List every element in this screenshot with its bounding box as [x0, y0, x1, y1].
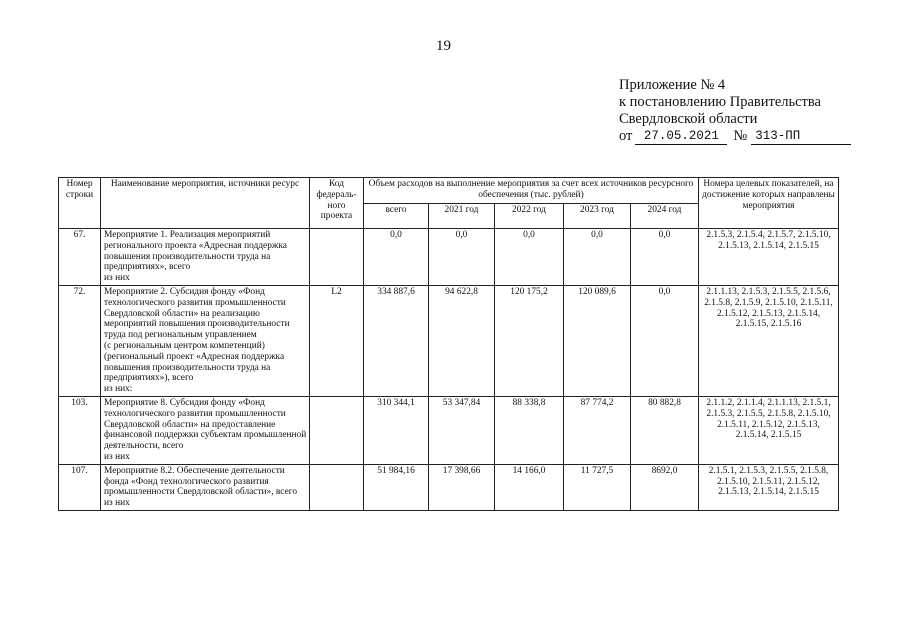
cell-2021-text: 0,0: [455, 230, 468, 240]
cell-2021-text: 94 622,8: [445, 286, 478, 297]
cell-code: [310, 464, 364, 510]
cell-row-number-text: 107.: [71, 465, 88, 476]
cell-2023: [564, 229, 631, 286]
cell-name-text: Мероприятие 1. Реализация мероприятий регионального проекта «Адресная поддержка повышения производительности труда на предприятиях», всего из них: [104, 230, 287, 284]
cell-targets: [699, 229, 839, 286]
cell-total: [364, 396, 429, 464]
cell-total-text: 334 887,6: [377, 286, 415, 297]
cell-2024: [631, 396, 699, 464]
cell-2021: [429, 285, 495, 396]
cell-total-text: 0,0: [390, 230, 402, 240]
cell-targets: [699, 285, 839, 396]
cell-2023-text: 120 089,6: [578, 286, 616, 297]
header-expenses: Объем расходов на выполнение мероприятия за счет всех источников ресурсного обеспечения (тыс. рублей): [364, 178, 699, 204]
cell-targets-text: 2.1.1.2, 2.1.1.4, 2.1.1.13, 2.1.5.1, 2.1.5.3, 2.1.5.5, 2.1.5.8, 2.1.5.10, 2.1.5.11, 2.1.5.12, 2.1.5.13, 2.1.5.14, 2.1.5.15: [706, 397, 831, 441]
handwritten-date: 27.05.2021: [635, 129, 727, 145]
cell-total: [364, 229, 429, 286]
cell-name: [101, 229, 310, 286]
cell-targets-text: 2.1.5.3, 2.1.5.4, 2.1.5.7, 2.1.5.10, 2.1.5.13, 2.1.5.14, 2.1.5.15: [706, 230, 831, 251]
cell-2022-text: 88 338,8: [512, 397, 546, 408]
header-row-number: Номер строки: [59, 178, 101, 229]
cell-2022: [495, 464, 564, 510]
cell-targets: [699, 464, 839, 510]
appendix-date-line: [619, 128, 851, 145]
table-row: [59, 229, 839, 286]
cell-2024-text: 0,0: [658, 286, 671, 297]
header-2022: 2022 год: [495, 204, 564, 229]
cell-name: [101, 464, 310, 510]
cell-2022-text: 14 166,0: [512, 465, 546, 476]
cell-code-text: L2: [331, 286, 342, 297]
cell-2024-text: 8692,0: [651, 465, 678, 476]
cell-2023: [564, 285, 631, 396]
cell-row-number: [59, 464, 101, 510]
cell-2022-text: 0,0: [523, 230, 535, 240]
appendix-block: [619, 77, 851, 145]
cell-name: [101, 285, 310, 396]
cell-targets-text: 2.1.5.1, 2.1.5.3, 2.1.5.5, 2.1.5.8, 2.1.5.10, 2.1.5.11, 2.1.5.12, 2.1.5.13, 2.1.5.14, 2.1.5.15: [708, 465, 829, 498]
cell-row-number: [59, 229, 101, 286]
table-row: [59, 285, 839, 396]
cell-2024-text: 80 882,8: [648, 397, 681, 408]
cell-total-text: 310 344,1: [377, 397, 415, 408]
cell-2023: [564, 396, 631, 464]
handwritten-number: 313-ПП: [751, 129, 851, 145]
cell-row-number-text: 67.: [73, 230, 86, 240]
cell-targets-text: 2.1.1.13, 2.1.5.3, 2.1.5.5, 2.1.5.6, 2.1.5.8, 2.1.5.9, 2.1.5.10, 2.1.5.11, 2.1.5.12, 2.1.5.13, 2.1.5.14, 2.1.5.15, 2.1.5.16: [704, 286, 833, 330]
cell-row-number-text: 103.: [71, 397, 88, 408]
cell-code: [310, 229, 364, 286]
cell-total: [364, 464, 429, 510]
cell-row-number: [59, 396, 101, 464]
table-row: [59, 464, 839, 510]
cell-2021: [429, 229, 495, 286]
appendix-line-2: к постановлению Правительства: [619, 94, 821, 110]
header-code: Код федераль-ного проекта: [310, 178, 364, 229]
cell-2022: [495, 229, 564, 286]
header-2024: 2024 год: [631, 204, 699, 229]
cell-name-text: Мероприятие 2. Субсидия фонду «Фонд технологического развития промышленности Свердловской области» на реализацию мероприятий повышения производительности труда под региональным управлением (с региональным центром компетенций) (региональный проект «Адресная поддержка повышения производительности труда на предприятиях»), всего из них:: [104, 286, 290, 395]
cell-total-text: 51 984,16: [377, 465, 415, 476]
header-2023: 2023 год: [564, 204, 631, 229]
cell-row-number: [59, 285, 101, 396]
expenses-table: [58, 177, 839, 511]
header-targets: Номера целевых показателей, на достижение которых направлены мероприятия: [699, 178, 839, 229]
page-number: 19: [436, 38, 451, 54]
header-name: Наименование мероприятия, источники ресурс: [101, 178, 310, 229]
cell-2021-text: 53 347,84: [442, 397, 481, 408]
cell-2024: [631, 285, 699, 396]
cell-2023-text: 0,0: [591, 230, 603, 240]
appendix-title: Приложение № 4: [619, 77, 726, 93]
table-row: [59, 396, 839, 464]
cell-2023-text: 11 727,5: [580, 465, 614, 476]
cell-2022-text: 120 175,2: [510, 286, 548, 297]
cell-2021: [429, 464, 495, 510]
cell-2022: [495, 396, 564, 464]
header-2021: 2021 год: [429, 204, 495, 229]
cell-2021: [429, 396, 495, 464]
cell-code: [310, 285, 364, 396]
cell-name-text: Мероприятие 8. Субсидия фонду «Фонд технологического развития промышленности Свердловской области» на предоставление финансовой поддержки субъектам промышленной деятельности, всего из них: [104, 397, 307, 462]
cell-2023: [564, 464, 631, 510]
cell-name: [101, 396, 310, 464]
cell-row-number-text: 72.: [73, 286, 86, 297]
cell-2021-text: 17 398,66: [442, 465, 481, 476]
cell-2024: [631, 464, 699, 510]
cell-code: [310, 396, 364, 464]
cell-total: [364, 285, 429, 396]
number-prefix: №: [733, 128, 748, 144]
appendix-line-3: Свердловской области: [619, 111, 758, 127]
date-prefix: от: [619, 128, 633, 144]
cell-2024: [631, 229, 699, 286]
cell-2024-text: 0,0: [658, 230, 671, 240]
cell-2022: [495, 285, 564, 396]
cell-targets: [699, 396, 839, 464]
cell-2023-text: 87 774,2: [580, 397, 614, 408]
cell-name-text: Мероприятие 8.2. Обеспечение деятельности фонда «Фонд технологического развития промышленности Свердловской области», всего из них: [104, 465, 298, 509]
table-body: [59, 229, 839, 511]
header-total: всего: [364, 204, 429, 229]
